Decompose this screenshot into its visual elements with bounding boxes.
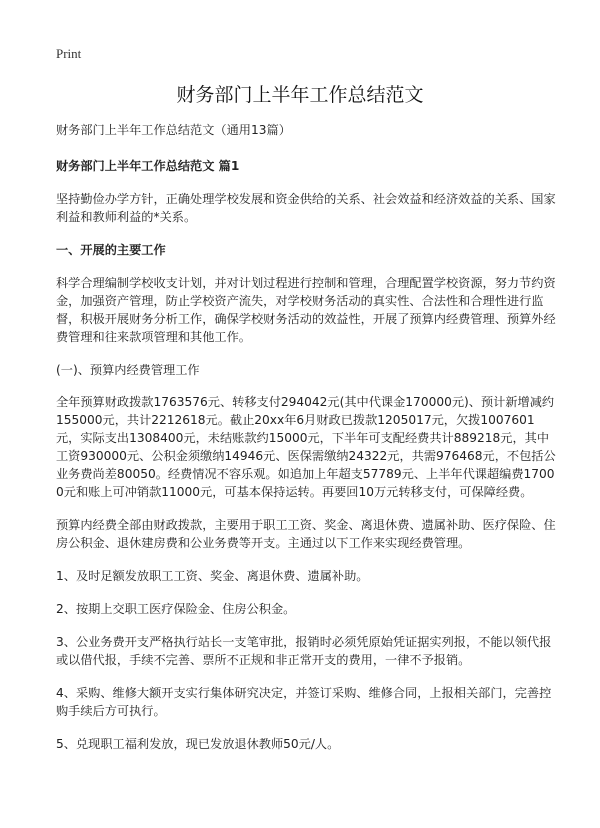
- document-subtitle: 财务部门上半年工作总结范文（通用13篇）: [56, 123, 291, 137]
- list-item-4: 4、采购、维修大额开支实行集体研究决定，并签订采购、维修合同，上报相关部门，完善控购手续后方可执行。: [56, 686, 552, 718]
- print-link[interactable]: Print: [56, 46, 82, 61]
- document-body: [56, 121, 556, 768]
- paragraph-budget-usage: 预算内经费全部由财政拨款，主要用于职工工资、奖金、离退休费、遗属补助、医疗保险、住房公积金、退休建房费和公业务费等开支。主通过以下工作来实现经费管理。: [56, 518, 556, 550]
- list-item-2: 2、按期上交职工医疗保险金、住房公积金。: [56, 602, 296, 616]
- document-title: 财务部门上半年工作总结范文: [176, 84, 424, 106]
- section-heading-main-work: 一、开展的主要工作: [56, 243, 166, 257]
- paragraph-planning: 科学合理编制学校收支计划，并对计划过程进行控制和管理，合理配置学校资源，努力节约资金，加强资产管理，防止学校资产流失，对学校财务活动的真实性、合法性和合理性进行监督，积极开展财务分析工作，确保学校财务活动的效益性，开展了预算内经费管理、预算外经费管理和往来款项管理和其他工作。: [56, 276, 556, 344]
- list-item-5: 5、兑现职工福利发放，现已发放退休教师50元/人。: [56, 737, 340, 751]
- paragraph-intro: 坚持勤俭办学方针，正确处理学校发展和资金供给的关系、社会效益和经济效益的关系、国家利益和教师利益的*关系。: [56, 192, 556, 224]
- list-item-3: 3、公业务费开支严格执行站长一支笔审批，报销时必须凭原始凭证据实列报，不能以领代报或以借代报，手续不完善、票所不正规和非正常开支的费用，一律不予报销。: [56, 635, 552, 667]
- paragraph-budget-figures: 全年预算财政拨款1763576元、转移支付294042元(其中代课金170000元)、预计新增减约155000元，共计2212618元。截止20xx年6月财政已拨款1205017元，欠拨1007601元，实际支出1308400元，未结账款约15000元，下半年可支配经费共计889218元，其中工资930000元、公积金须缴纳14946元、医保需缴纳24322元，共需976468元，不包括公业务费尚差80050。经费情况不容乐观。如追加上年超支57789元、上半年代课超编费17000元和账上可冲销款11000元，可基本保持运转。再要回10万元转移支付，可保障经费。: [56, 395, 556, 499]
- article-heading: 财务部门上半年工作总结范文 篇1: [56, 159, 240, 173]
- sub-heading-budget: (一)、预算内经费管理工作: [56, 363, 200, 377]
- list-item-1: 1、及时足额发放职工工资、奖金、离退休费、遗属补助。: [56, 569, 369, 583]
